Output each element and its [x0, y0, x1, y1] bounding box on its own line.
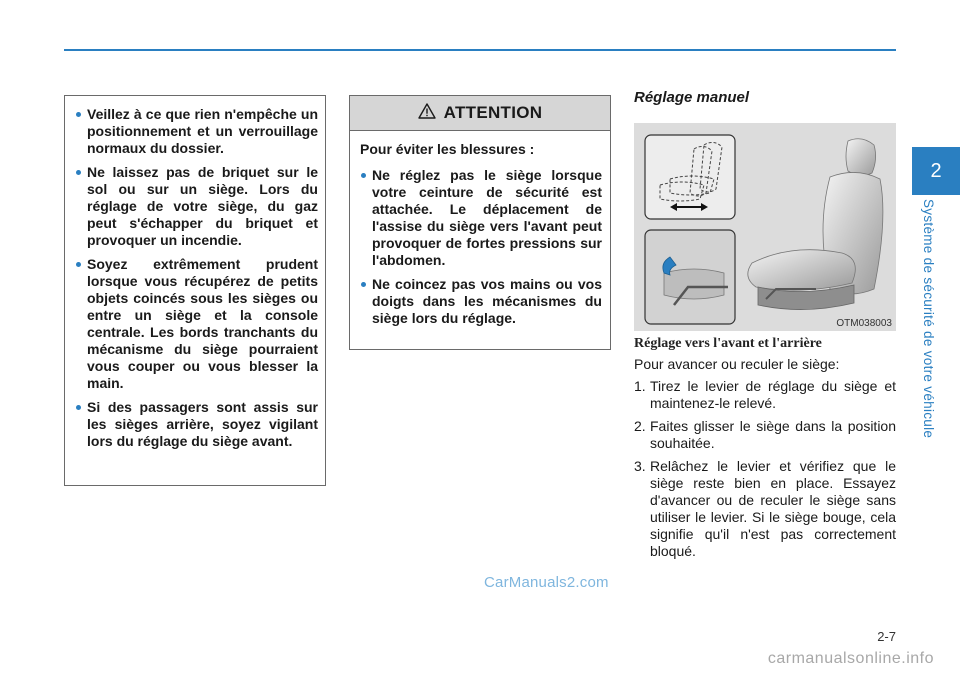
step-text: Relâchez le levier et vérifiez que le siège reste bien en place. Essayez d'avancer ou de reculer le siège sans utiliser le levier. Si le siège bouge, cela signifie qu'il n'est pas correctement bloqué. [650, 458, 896, 559]
list-item: Veillez à ce que rien n'empêche un positionnement et un verrouillage normaux du dossier. [75, 106, 318, 157]
attention-intro: Pour éviter les blessures : [360, 141, 535, 157]
list-item: Ne coincez pas vos mains ou vos doigts dans les mécanismes du siège lors du réglage. [360, 276, 602, 327]
manual-adjust-section [634, 89, 896, 106]
footer-watermark: carmanualsonline.info [767, 650, 934, 667]
attention-box [349, 95, 611, 350]
attention-bullet-list [360, 167, 602, 327]
warning-triangle-icon [418, 103, 436, 124]
page-number: 2-7 [877, 629, 896, 644]
step-number: 2. [634, 418, 646, 434]
section-title: Réglage manuel [634, 89, 750, 106]
subsection-intro: Pour avancer ou reculer le siège: [634, 356, 840, 372]
chapter-title: Système de sécurité de votre véhicule [921, 199, 936, 439]
seat-illustration [634, 123, 896, 331]
attention-header [350, 96, 610, 131]
step-number: 3. [634, 458, 646, 474]
steps-list [634, 378, 896, 560]
subsection-title: Réglage vers l'avant et l'arrière [634, 336, 822, 351]
top-divider [64, 49, 896, 51]
step-number: 1. [634, 378, 646, 394]
attention-title: ATTENTION [443, 103, 543, 122]
list-item: Ne laissez pas de briquet sur le sol ou sur un siège. Lors du réglage de votre siège, du gaz peut s'échapper du briquet et provoquer un incendie. [75, 164, 318, 249]
list-item [634, 378, 896, 412]
step-text: Tirez le levier de réglage du siège et maintenez-le relevé. [650, 378, 896, 411]
watermark-link[interactable]: CarManuals2.com [484, 574, 609, 591]
warning-continued-box [64, 95, 326, 486]
figure-code: OTM038003 [836, 318, 892, 329]
list-item: Soyez extrêmement prudent lorsque vous récupérez de petits objets coincés sous les sièges ou entre un siège et la console centrale. Les bords tranchants du mécanisme du siège pourraient vous couper ou vous blesser la main. [75, 256, 318, 392]
seat-drawing [634, 123, 896, 331]
warning-bullet-list [75, 106, 318, 450]
attention-body [350, 131, 610, 327]
forward-backward-section [634, 336, 896, 566]
list-item: Si des passagers sont assis sur les sièges arrière, soyez vigilant lors du réglage du siège avant. [75, 399, 318, 450]
step-text: Faites glisser le siège dans la position souhaitée. [650, 418, 896, 451]
chapter-tab[interactable]: 2 [912, 147, 960, 195]
list-item: Ne réglez pas le siège lorsque votre ceinture de sécurité est attachée. Le déplacement de l'assise du siège vers l'avant peut provoquer de fortes pressions sur l'abdomen. [360, 167, 602, 269]
list-item [634, 458, 896, 560]
list-item [634, 418, 896, 452]
